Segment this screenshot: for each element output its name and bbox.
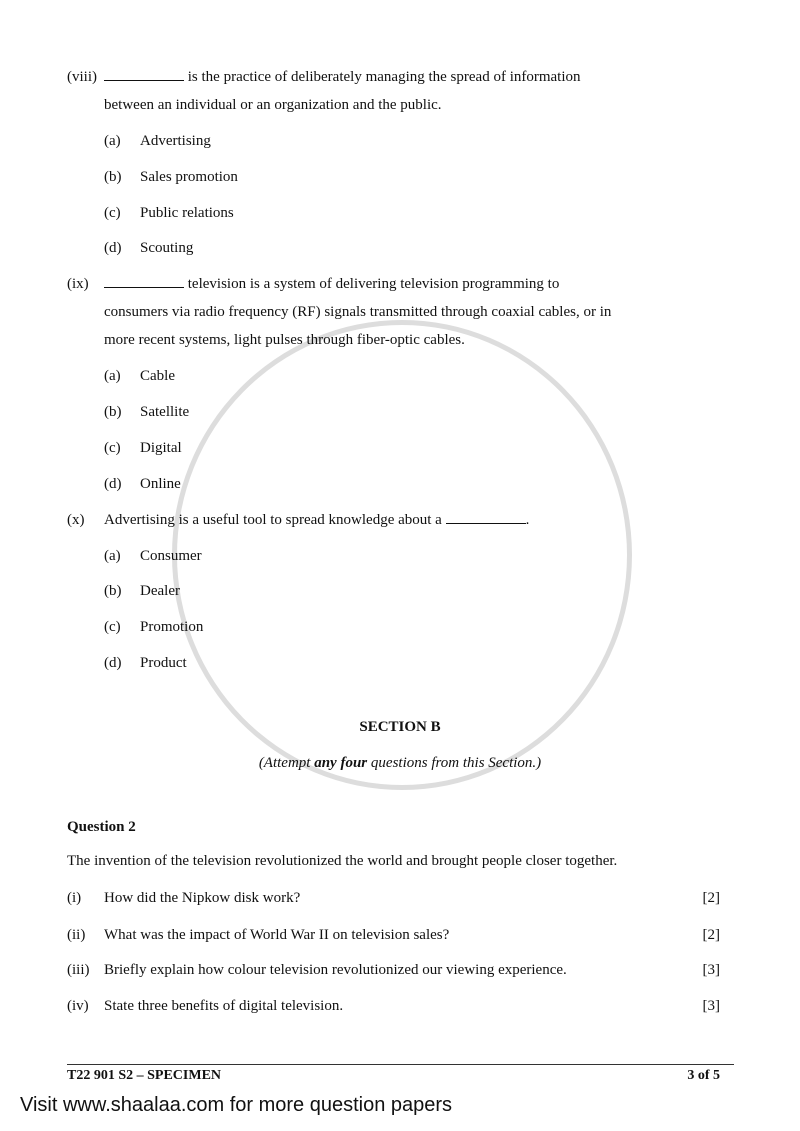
option-text: Promotion: [140, 619, 204, 635]
question-line: Advertising is a useful tool to spread knowledge about a: [104, 512, 442, 528]
punctuation: .: [525, 512, 530, 528]
option-text: Digital: [140, 440, 182, 456]
question-line: consumers via radio frequency (RF) signals transmitted through coaxial cables, or in: [104, 304, 612, 320]
question-number: (x): [67, 512, 85, 528]
instruction-text: (Attempt: [258, 755, 315, 771]
option-label: (b): [104, 169, 122, 185]
part-text: State three benefits of digital television.: [104, 998, 344, 1014]
option-text: Scouting: [140, 240, 194, 256]
option-label: (c): [104, 619, 121, 635]
option-text: Public relations: [140, 205, 234, 221]
marks: [2]: [702, 927, 720, 943]
part-text: How did the Nipkow disk work?: [104, 890, 301, 906]
option-label: (a): [104, 133, 121, 149]
option-text: Consumer: [140, 548, 202, 564]
question-line: between an individual or an organization and the public.: [104, 97, 442, 113]
option-label: (c): [104, 205, 121, 221]
option-text: Online: [140, 476, 181, 492]
option-text: Satellite: [140, 404, 190, 420]
part-text: Briefly explain how colour television revolutionized our viewing experience.: [104, 962, 567, 978]
option-text: Dealer: [140, 583, 180, 599]
footer-divider: [67, 1064, 734, 1065]
part-number: (iv): [67, 998, 89, 1014]
option-label: (a): [104, 548, 121, 564]
option-text: Product: [140, 655, 187, 671]
instruction-text: questions from this Section.): [367, 755, 542, 771]
question-line: is the practice of deliberately managing the spread of information: [187, 69, 581, 85]
part-number: (i): [67, 890, 82, 906]
question-line: more recent systems, light pulses through fiber-optic cables.: [104, 332, 465, 348]
option-label: (c): [104, 440, 121, 456]
answer-blank: [104, 67, 184, 81]
question-text: [104, 274, 559, 294]
instruction-emphasis: any four: [314, 755, 368, 771]
section-title: SECTION B: [359, 719, 441, 735]
question-text: [104, 510, 529, 530]
paper-code: T22 901 S2 – SPECIMEN: [67, 1068, 222, 1083]
option-label: (d): [104, 240, 122, 256]
part-text: What was the impact of World War II on television sales?: [104, 927, 450, 943]
option-text: Sales promotion: [140, 169, 238, 185]
question-line: television is a system of delivering television programming to: [187, 276, 560, 292]
visit-banner: Visit www.shaalaa.com for more question papers: [20, 1094, 453, 1116]
option-label: (d): [104, 476, 122, 492]
option-label: (a): [104, 368, 121, 384]
marks: [2]: [702, 890, 720, 906]
option-label: (d): [104, 655, 122, 671]
option-text: Advertising: [140, 133, 211, 149]
answer-blank: [446, 510, 526, 524]
question-number: (viii): [67, 69, 97, 85]
question-number: (ix): [67, 276, 89, 292]
marks: [3]: [702, 998, 720, 1014]
page-number: 3 of 5: [687, 1068, 720, 1083]
question-title: Question 2: [67, 819, 136, 835]
question-intro: The invention of the television revolutionized the world and brought people closer together.: [67, 853, 618, 869]
part-number: (ii): [67, 927, 86, 943]
option-label: (b): [104, 404, 122, 420]
section-instruction: [0, 753, 800, 773]
answer-blank: [104, 274, 184, 288]
marks: [3]: [702, 962, 720, 978]
option-label: (b): [104, 583, 122, 599]
question-text: [104, 67, 581, 87]
part-number: (iii): [67, 962, 90, 978]
option-text: Cable: [140, 368, 175, 384]
